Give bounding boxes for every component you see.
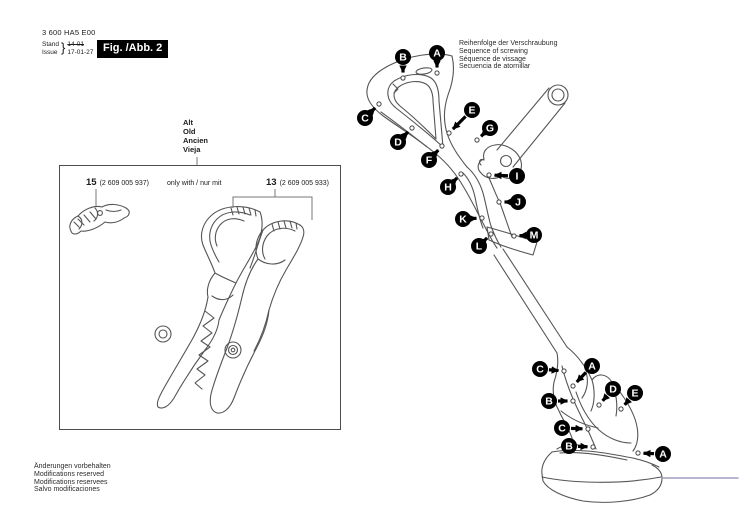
screw-point-A bbox=[636, 451, 640, 455]
aux-handle-knob-inner bbox=[552, 89, 564, 101]
screw-marker-I bbox=[487, 168, 525, 184]
screw-point-F bbox=[440, 144, 444, 148]
modifications-note bbox=[34, 463, 111, 494]
part-15-code: (2 609 005 937) bbox=[99, 180, 150, 187]
modifications-note-en: Modifications reserved bbox=[34, 470, 105, 478]
trigger-outline bbox=[467, 167, 501, 247]
sequence-note bbox=[459, 40, 557, 71]
badge-letter-H: H bbox=[444, 181, 452, 194]
shaft-lower-edge bbox=[494, 255, 557, 353]
screw-point-D bbox=[410, 126, 414, 130]
screw-point-C bbox=[377, 102, 381, 106]
screw-point-M bbox=[512, 234, 516, 238]
screw-point-I bbox=[487, 173, 491, 177]
screw-marker-H bbox=[440, 172, 463, 195]
badge-letter-J: J bbox=[515, 196, 521, 209]
only-with-note: only with / nur mit bbox=[167, 180, 222, 187]
part-13-number: 13 bbox=[266, 177, 277, 188]
badge-letter-B: B bbox=[399, 51, 407, 64]
screw-marker-A bbox=[571, 358, 600, 388]
guard-outline bbox=[542, 452, 662, 502]
badge-letter-E: E bbox=[468, 104, 476, 117]
screw-point-A bbox=[435, 71, 439, 75]
sequence-note-en: Sequence of screwing bbox=[459, 47, 528, 55]
screw-point-G bbox=[475, 138, 479, 142]
modifications-note-fr: Modifications reservees bbox=[34, 478, 108, 486]
figure-label: Fig. /Abb. 2 bbox=[97, 40, 168, 58]
screw-point-D bbox=[597, 403, 601, 407]
issue-label: Issue bbox=[42, 48, 58, 56]
old-label-en: Old bbox=[183, 127, 196, 136]
head-curve-1 bbox=[591, 380, 594, 411]
shaft-upper-edge bbox=[503, 249, 567, 347]
handle-loop-right-edge bbox=[444, 56, 467, 167]
badge-letter-D: D bbox=[609, 383, 617, 396]
screw-point-B bbox=[591, 445, 595, 449]
screw-marker-M bbox=[512, 227, 542, 243]
handle-loop-outline bbox=[367, 51, 497, 248]
screw-point-C bbox=[586, 427, 590, 431]
badge-letter-C: C bbox=[558, 422, 566, 435]
handle-opening-inner bbox=[394, 82, 436, 139]
screw-marker-B bbox=[541, 393, 575, 409]
modifications-note-de: Änderungen vorbehalten bbox=[34, 463, 111, 470]
badge-letter-E: E bbox=[631, 387, 639, 400]
screw-point-L bbox=[489, 232, 493, 236]
screw-point-H bbox=[459, 172, 463, 176]
badge-letter-A: A bbox=[433, 47, 441, 60]
guard-band bbox=[542, 477, 661, 482]
badge-letter-G: G bbox=[485, 122, 495, 135]
badge-letter-F: F bbox=[425, 154, 433, 167]
screw-point-E bbox=[447, 131, 451, 135]
screw-point-C bbox=[562, 369, 566, 373]
part-13-label bbox=[266, 177, 329, 188]
inset-box bbox=[59, 165, 341, 430]
sequence-note-es: Secuencia de atornillar bbox=[459, 63, 531, 71]
screw-point-A bbox=[571, 384, 575, 388]
screw-point-B bbox=[401, 76, 405, 80]
handle-notch bbox=[393, 84, 398, 93]
badge-letter-A: A bbox=[659, 448, 667, 461]
handle-slot bbox=[416, 67, 433, 75]
badge-letter-K: K bbox=[459, 213, 467, 226]
issue-brace: } bbox=[61, 40, 66, 55]
part-13-code: (2 609 005 933) bbox=[279, 180, 330, 187]
screw-sequence-markers bbox=[357, 45, 671, 462]
stand-label: Stand bbox=[42, 41, 59, 48]
badge-letter-C: C bbox=[361, 112, 369, 125]
screw-marker-C bbox=[357, 102, 381, 126]
screw-point-E bbox=[619, 407, 623, 411]
screw-marker-F bbox=[421, 144, 444, 168]
old-label-es: Vieja bbox=[183, 145, 201, 154]
screw-marker-E bbox=[619, 385, 643, 411]
part-15-label bbox=[86, 177, 149, 188]
document-part-number: 3 600 HA5 E00 bbox=[42, 28, 96, 37]
screw-marker-G bbox=[475, 120, 498, 142]
badge-letter-M: M bbox=[529, 229, 539, 242]
badge-letter-I: I bbox=[515, 170, 519, 183]
issue-date: 17-01-27 bbox=[67, 48, 94, 56]
sequence-note-de: Reihenfolge der Verschraubung bbox=[459, 40, 558, 47]
screw-point-B bbox=[571, 399, 575, 403]
aux-handle-knob bbox=[548, 85, 568, 105]
badge-letter-C: C bbox=[536, 363, 544, 376]
badge-letter-A: A bbox=[588, 360, 596, 373]
screw-marker-D bbox=[597, 381, 621, 407]
old-label-de: Alt bbox=[183, 118, 193, 127]
screw-marker-L bbox=[471, 232, 493, 254]
aux-handle-bar bbox=[497, 88, 549, 150]
screw-marker-E bbox=[447, 102, 480, 135]
screw-marker-K bbox=[455, 211, 484, 227]
aux-handle-bar-2 bbox=[513, 103, 565, 167]
sequence-note-fr: Séquence de vissage bbox=[459, 55, 526, 63]
badge-letter-D: D bbox=[394, 136, 402, 149]
badge-letter-L: L bbox=[475, 240, 483, 253]
part-15-number: 15 bbox=[86, 177, 97, 188]
aux-handle-bracket-hole bbox=[501, 156, 512, 167]
modifications-note-es: Salvo modificaciones bbox=[34, 486, 100, 494]
screw-point-K bbox=[480, 216, 484, 220]
issue-block bbox=[42, 41, 93, 56]
old-label-fr: Ancien bbox=[183, 136, 209, 145]
old-part-marking bbox=[183, 118, 208, 154]
badge-letter-B: B bbox=[545, 395, 553, 408]
old-issue-date: 14-01 bbox=[67, 41, 84, 48]
screw-marker-C bbox=[532, 361, 566, 377]
badge-letter-B: B bbox=[565, 440, 573, 453]
screw-point-J bbox=[497, 200, 501, 204]
